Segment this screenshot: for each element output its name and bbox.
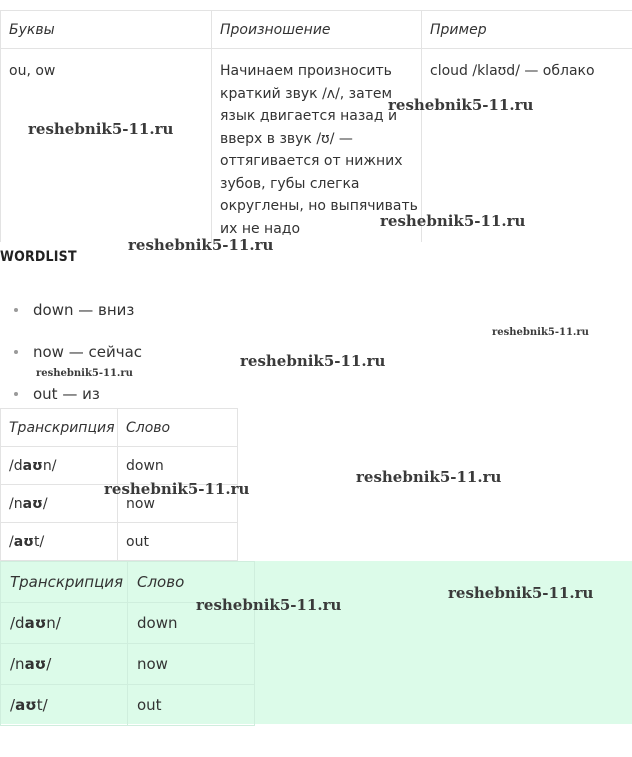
letters-cell: ou, ow xyxy=(1,49,212,243)
transcription-part: t/ xyxy=(33,533,45,550)
list-item-text: out — из xyxy=(33,385,100,403)
watermark: reshebnik5-11.ru xyxy=(492,327,589,338)
watermark: reshebnik5-11.ru xyxy=(104,480,250,498)
word-cell: now xyxy=(128,644,255,685)
pronunciation-line: оттягивается от нижних xyxy=(220,153,403,169)
pronunciation-line: Начинаем произносить xyxy=(220,63,392,79)
word-cell: down xyxy=(118,447,238,485)
header-example: Пример xyxy=(422,11,632,49)
header-letters: Буквы xyxy=(1,11,212,49)
transcription-part: n/ xyxy=(42,457,57,474)
transcription-part: /d xyxy=(10,614,25,632)
table-row xyxy=(1,685,255,726)
header-word: Слово xyxy=(128,562,255,603)
word-cell: down xyxy=(128,603,255,644)
list-item-text: now — сейчас xyxy=(33,343,143,361)
transcription-cell xyxy=(1,447,118,485)
transcription-cell xyxy=(1,523,118,561)
transcription-part: / xyxy=(46,655,52,673)
watermark: reshebnik5-11.ru xyxy=(240,352,386,370)
header-word: Слово xyxy=(118,409,238,447)
transcription-cell xyxy=(1,685,128,726)
watermark: reshebnik5-11.ru xyxy=(196,596,342,614)
transcription-cell xyxy=(1,603,128,644)
word-cell: out xyxy=(118,523,238,561)
transcription-sound: aʊ xyxy=(24,655,47,673)
pronunciation-line: язык двигается назад и xyxy=(220,108,398,124)
transcription-sound: aʊ xyxy=(24,614,47,632)
header-transcription: Транскрипция xyxy=(1,562,128,603)
pronunciation-line: их не надо xyxy=(220,220,301,237)
table-row xyxy=(1,644,255,685)
highlighted-transcription-table xyxy=(0,561,255,726)
transcription-part: / xyxy=(42,495,48,512)
example-cell: cloud /klaʊd/ — облако xyxy=(422,49,632,243)
wordlist-heading: WORDLIST xyxy=(0,249,77,265)
header-pronunciation: Произношение xyxy=(212,11,422,49)
word-cell: now xyxy=(118,485,238,523)
table-row xyxy=(1,49,632,243)
transcription-part: /n xyxy=(9,495,23,512)
transcription-sound: aʊ xyxy=(22,457,43,474)
watermark: reshebnik5-11.ru xyxy=(388,96,534,114)
bullet-icon xyxy=(14,392,18,396)
word-cell: out xyxy=(128,685,255,726)
table-header-row xyxy=(1,409,238,447)
watermark: reshebnik5-11.ru xyxy=(28,120,174,138)
pronunciation-line: зубов, губы слегка xyxy=(220,175,360,192)
pronunciation-line: вверх в звук /ʊ/ — xyxy=(220,130,353,147)
transcription-sound: aʊ xyxy=(13,533,34,550)
table-row xyxy=(1,447,238,485)
transcription-sound: aʊ xyxy=(22,495,43,512)
pronunciation-line: округлены, но выпячивать xyxy=(220,198,418,214)
header-transcription: Транскрипция xyxy=(1,409,118,447)
transcription-part: / xyxy=(9,533,14,550)
transcription-part: n/ xyxy=(46,614,61,632)
transcription-part: t/ xyxy=(36,696,48,714)
bullet-icon xyxy=(14,350,18,354)
transcription-cell xyxy=(1,644,128,685)
watermark: reshebnik5-11.ru xyxy=(36,368,133,379)
table-row xyxy=(1,523,238,561)
transcription-part: /d xyxy=(9,457,23,474)
bullet-icon xyxy=(14,308,18,312)
transcription-part: / xyxy=(10,696,16,714)
pronunciation-line: краткий звук /ʌ/, затем xyxy=(220,85,393,102)
transcription-sound: aʊ xyxy=(15,696,37,714)
table-header-row xyxy=(1,11,632,49)
list-item-text: down — вниз xyxy=(33,301,135,319)
watermark: reshebnik5-11.ru xyxy=(448,584,594,602)
watermark: reshebnik5-11.ru xyxy=(380,212,526,230)
watermark: reshebnik5-11.ru xyxy=(128,236,274,254)
transcription-part: /n xyxy=(10,655,25,673)
transcription-cell xyxy=(1,485,118,523)
watermark: reshebnik5-11.ru xyxy=(356,468,502,486)
